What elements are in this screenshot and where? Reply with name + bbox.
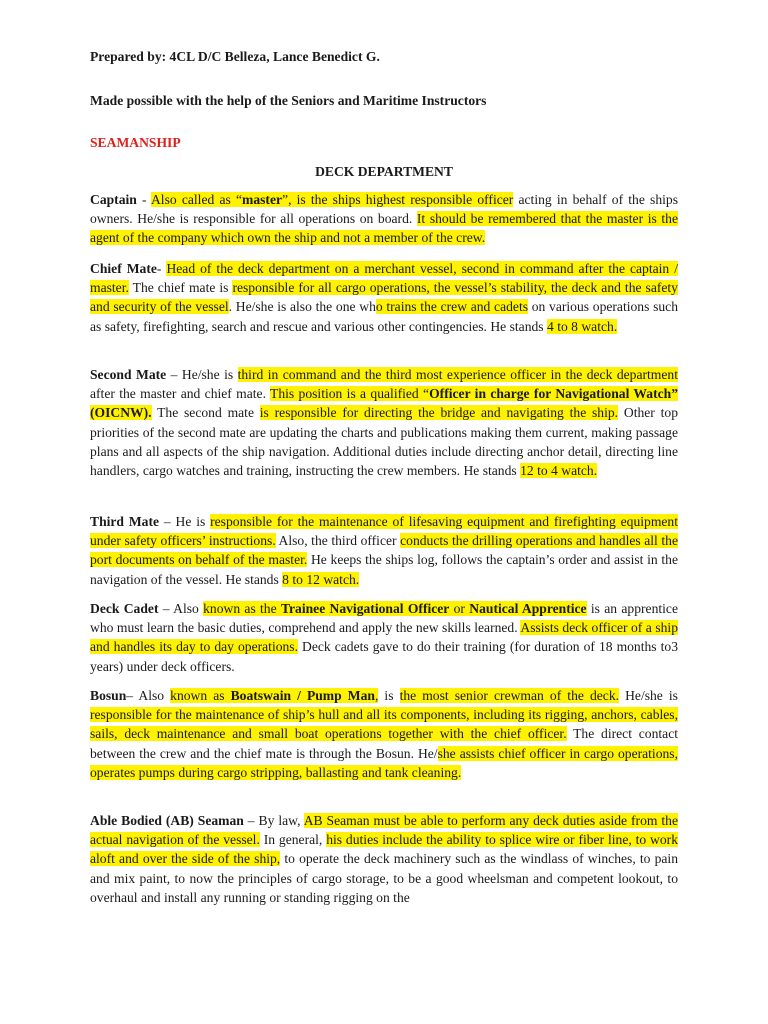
highlighted-text: master — [242, 192, 283, 207]
body-text: – He/she is — [166, 367, 238, 382]
highlighted-text: , — [374, 688, 379, 703]
body-text: acting in behalf of the ships owners. He/she is responsible for all operations on board. — [90, 192, 679, 227]
paragraph-ab-seaman — [90, 811, 678, 907]
highlighted-text: o trains the crew and cadets — [375, 299, 529, 315]
paragraph-chief-mate — [90, 259, 678, 336]
highlighted-text: Nautical Apprentice — [469, 601, 587, 616]
highlighted-text: This position is a qualified “ — [270, 386, 430, 402]
body-text: is an apprentice who must learn the basic duties, comprehend and apply the new skills learned. — [90, 601, 678, 636]
highlighted-text: 8 to 12 watch. — [282, 571, 360, 587]
bold-term: Bosun — [90, 688, 127, 703]
highlighted-text: Officer in charge for Navigational Watch” (OICNW). — [90, 386, 678, 421]
bold-term: Third Mate — [90, 514, 160, 529]
highlighted-text: responsible for the maintenance of ship’s hull and all its components, including its rigging, anchors, cables, sails, deck maintenance and small boat operations together with the chief officer. — [90, 707, 678, 742]
department-heading: DECK DEPARTMENT — [315, 164, 453, 179]
highlighted-text: Trainee Navigational Officer — [280, 601, 450, 616]
highlighted-text: Head of the deck department on a merchant vessel, second in command after the captain / master. — [90, 261, 678, 296]
paragraph-second-mate — [90, 365, 678, 480]
highlighted-text: known as — [170, 688, 231, 703]
body-text: on various operations such as safety, firefighting, search and rescue and various other contingencies. He stands — [90, 299, 679, 334]
bold-term: Able Bodied (AB) Seaman — [90, 813, 244, 828]
bold-term: Deck Cadet — [90, 601, 159, 616]
highlighted-text: 4 to 8 watch. — [547, 318, 618, 334]
bold-term: Captain — [90, 192, 137, 207]
body-text: – Also — [126, 688, 171, 703]
body-text: – Also — [158, 601, 204, 616]
body-text: after the master and chief mate. — [90, 386, 271, 402]
highlighted-text: Also called as “ — [150, 192, 243, 207]
body-text: to operate the deck machinery such as the windlass of winches, to pain and mix paint, to now the principles of cargo storage, to be a good wheelsman and competent lookout, to overhaul and install any running or standing rigging on the — [90, 851, 678, 905]
paragraph-bosun — [90, 686, 678, 782]
highlighted-text: she assists chief officer in cargo operations, operates pumps during cargo stripping, ballasting and tank cleaning. — [90, 745, 678, 780]
body-text: He keeps the ships log, follows the captain’s order and assist in the navigation of the vessel. He stands — [90, 552, 678, 587]
highlighted-text: Boatswain / Pump Man — [230, 688, 375, 703]
bold-term: Chief Mate — [90, 261, 157, 276]
paragraph-third-mate — [90, 512, 678, 589]
body-text: Deck cadets gave to do their training (for duration of 18 months to3 years) under deck officers. — [90, 639, 678, 674]
prepared-by-line: Prepared by: 4CL D/C Belleza, Lance Benedict G. — [90, 49, 380, 64]
highlighted-text: responsible for all cargo operations, the vessel’s stability, the deck and the safety and security of the vessel — [90, 280, 678, 315]
highlighted-text: conducts the drilling operations and handles all the port documents on behalf of the master. — [90, 533, 678, 568]
body-text: - — [156, 261, 167, 276]
made-possible-line: Made possible with the help of the Seniors and Maritime Instructors — [90, 93, 487, 108]
paragraph-deck-cadet — [90, 599, 678, 676]
body-text: - — [136, 192, 151, 207]
body-text: The second mate — [151, 405, 260, 421]
body-text: In general, — [259, 832, 327, 848]
highlighted-text: is responsible for directing the bridge and navigating the ship. — [259, 405, 619, 421]
highlighted-text: responsible for the maintenance of lifesaving equipment and firefighting equipment under safety officers’ instructions. — [90, 514, 678, 549]
highlighted-text: known as the — [203, 601, 281, 616]
highlighted-text: or — [449, 601, 470, 616]
highlighted-text: AB Seaman must be able to perform any deck duties aside from the actual navigation of the vessel. — [90, 813, 678, 848]
body-text: . He/she is also the one wh — [228, 299, 376, 315]
bold-term: Second Mate — [90, 367, 167, 382]
section-heading: SEAMANSHIP — [90, 135, 181, 150]
body-text: is — [378, 688, 400, 703]
body-text: The direct contact between the crew and the chief mate is through the Bosun. He/ — [90, 726, 679, 761]
highlighted-text: his duties include the ability to splice wire or fiber line, to work aloft and over the side of the ship, — [90, 832, 678, 867]
paragraph-captain — [90, 190, 678, 248]
highlighted-text: third in command and the third most experience officer in the deck department — [237, 367, 678, 382]
highlighted-text: the most senior crewman of the deck. — [399, 688, 620, 703]
highlighted-text: Assists deck officer of a ship and handles its day to day operations. — [90, 620, 678, 655]
body-text: The chief mate is — [128, 280, 233, 296]
highlighted-text: ”, is the ships highest responsible officer — [282, 192, 514, 207]
highlighted-text: 12 to 4 watch. — [520, 463, 598, 479]
body-text: Also, the third officer — [275, 533, 401, 549]
body-text: – He is — [159, 514, 211, 529]
body-text: Other top priorities of the second mate are updating the charts and publications making them current, making passage plans and all aspects of the ship navigation. Additional duties include directing anchor detail, directing line handlers, cargo watches and training, instructing the crew members. He stands — [90, 405, 679, 479]
body-text: – By law, — [243, 813, 304, 828]
highlighted-text: It should be remembered that the master is the agent of the company which own the ship and not a member of the crew. — [90, 211, 679, 246]
body-text: He/she is — [619, 688, 678, 703]
